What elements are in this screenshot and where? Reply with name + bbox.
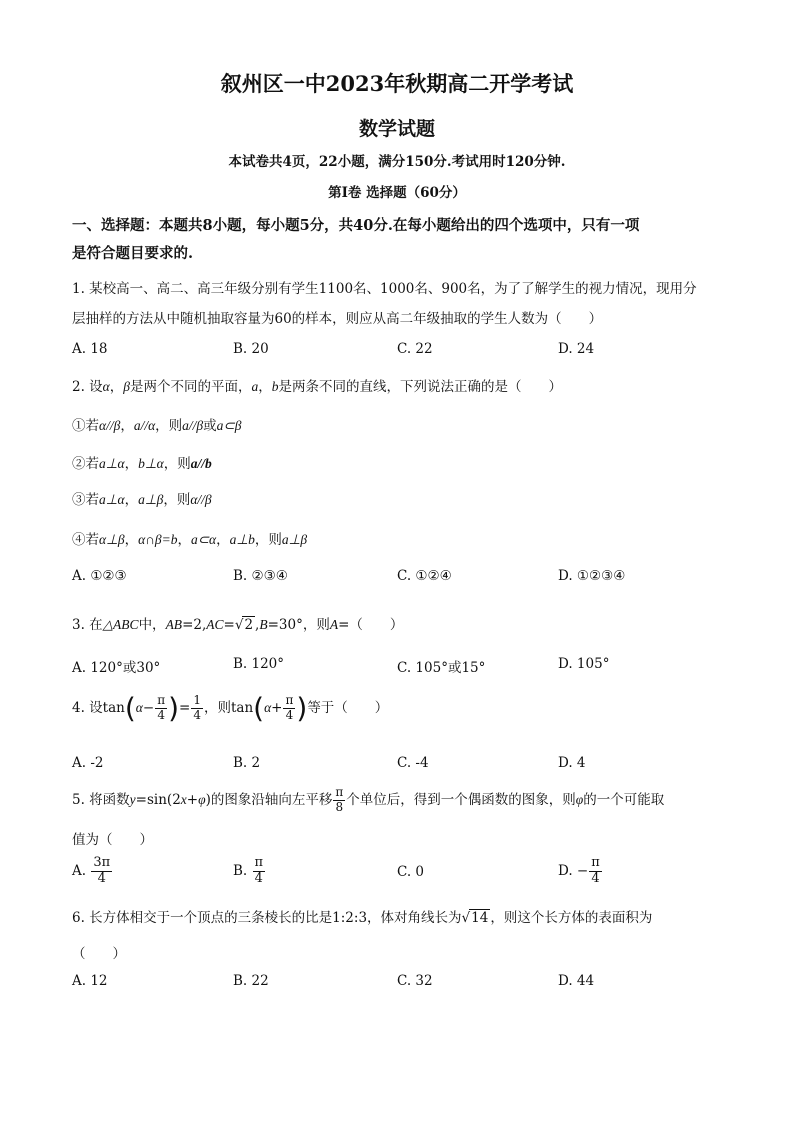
q6-stem-line2: （ ）: [72, 946, 126, 962]
q4-option-a: A. -2: [72, 755, 104, 771]
q5-stem-line2: 值为（ ）: [72, 832, 153, 848]
q1-option-a: A. 18: [72, 341, 108, 357]
exam-info: 本试卷共4页，22小题，满分150分.考试用时120分钟.: [228, 154, 566, 170]
q5-option-a: A. $\frac{3\pi}{4}$: [72, 855, 111, 886]
section-instruction-2: 是符合题目要求的.: [72, 245, 194, 262]
q3-option-c: C. 105°或15°: [397, 660, 486, 676]
q5-option-d: D. − $\frac{\pi}{4}$: [558, 855, 600, 886]
q1-stem-line2: 层抽样的方法从中随机抽取容量为60的样本，则应从高二年级抽取的学生人数为（ ）: [72, 311, 603, 327]
q5-option-c: C. 0: [397, 864, 425, 880]
q2-option-b: B. ②③④: [233, 568, 288, 584]
q5-option-b: B. $\frac{\pi}{4}$: [233, 855, 264, 886]
q1-stem-line1: 1. 某校高一、高二、高三年级分别有学生1100名、1000名、900名，为了了解学生的视力情况，现用分: [72, 281, 697, 297]
q1-option-c: C. 22: [397, 341, 433, 357]
q4-option-c: C. -4: [397, 755, 429, 771]
q3-option-a: A. 120°或30°: [72, 660, 161, 676]
subject-title: 数学试题: [358, 118, 435, 140]
part-heading: 第I卷 选择题（60分）: [328, 185, 466, 201]
q1-option-b: B. 20: [233, 341, 269, 357]
exam-title: 叙州区一中2023年秋期高二开学考试: [220, 71, 574, 96]
section-instruction-1: 一、选择题：本题共8小题，每小题5分，共40分.在每小题给出的四个选项中，只有一项: [72, 217, 640, 234]
q6-stem-line1: 6. 长方体相交于一个顶点的三条棱长的比是1:2:3，体对角线长为√14 ，则这个长方体的表面积为: [72, 910, 653, 926]
q2-statement-1: ①若α//β，a//α，则a//β或a⊂β: [72, 418, 242, 434]
q6-option-b: B. 22: [233, 973, 269, 989]
q2-statement-2: ②若a⊥α，b⊥α，则a//b: [72, 456, 212, 472]
q4-stem: 4. 设tan(α− $\frac{\pi}{4}$ )= $\frac{1}{4}$ ，则tan(α+ $\frac{\pi}{4}$ )等于（ ）: [72, 691, 389, 725]
q4-option-d: D. 4: [558, 755, 586, 771]
q5-stem-line1: 5. 将函数y=sin(2x+φ)的图象沿轴向左平移 $\frac{\pi}{8}$ 个单位后，得到一个偶函数的图象，则φ的一个可能取: [72, 785, 665, 814]
q3-option-d: D. 105°: [558, 656, 610, 672]
q4-option-b: B. 2: [233, 755, 261, 771]
q3-stem: 3. 在△ABC中，AB=2,AC=√2 ,B=30°，则A=（ ）: [72, 617, 404, 633]
q3-option-b: B. 120°: [233, 656, 285, 672]
q1-option-d: D. 24: [558, 341, 595, 357]
q6-option-d: D. 44: [558, 973, 595, 989]
q2-option-a: A. ①②③: [72, 568, 127, 584]
q2-option-d: D. ①②③④: [558, 568, 626, 584]
q6-option-a: A. 12: [72, 973, 108, 989]
q2-statement-3: ③若a⊥α，a⊥β，则α//β: [72, 492, 212, 508]
q2-statement-4: ④若α⊥β，α∩β=b，a⊂α，a⊥b，则a⊥β: [72, 532, 308, 548]
q6-option-c: C. 32: [397, 973, 433, 989]
q2-option-c: C. ①②④: [397, 568, 452, 584]
q2-stem: 2. 设α，β是两个不同的平面，a，b是两条不同的直线，下列说法正确的是（ ）: [72, 379, 562, 395]
